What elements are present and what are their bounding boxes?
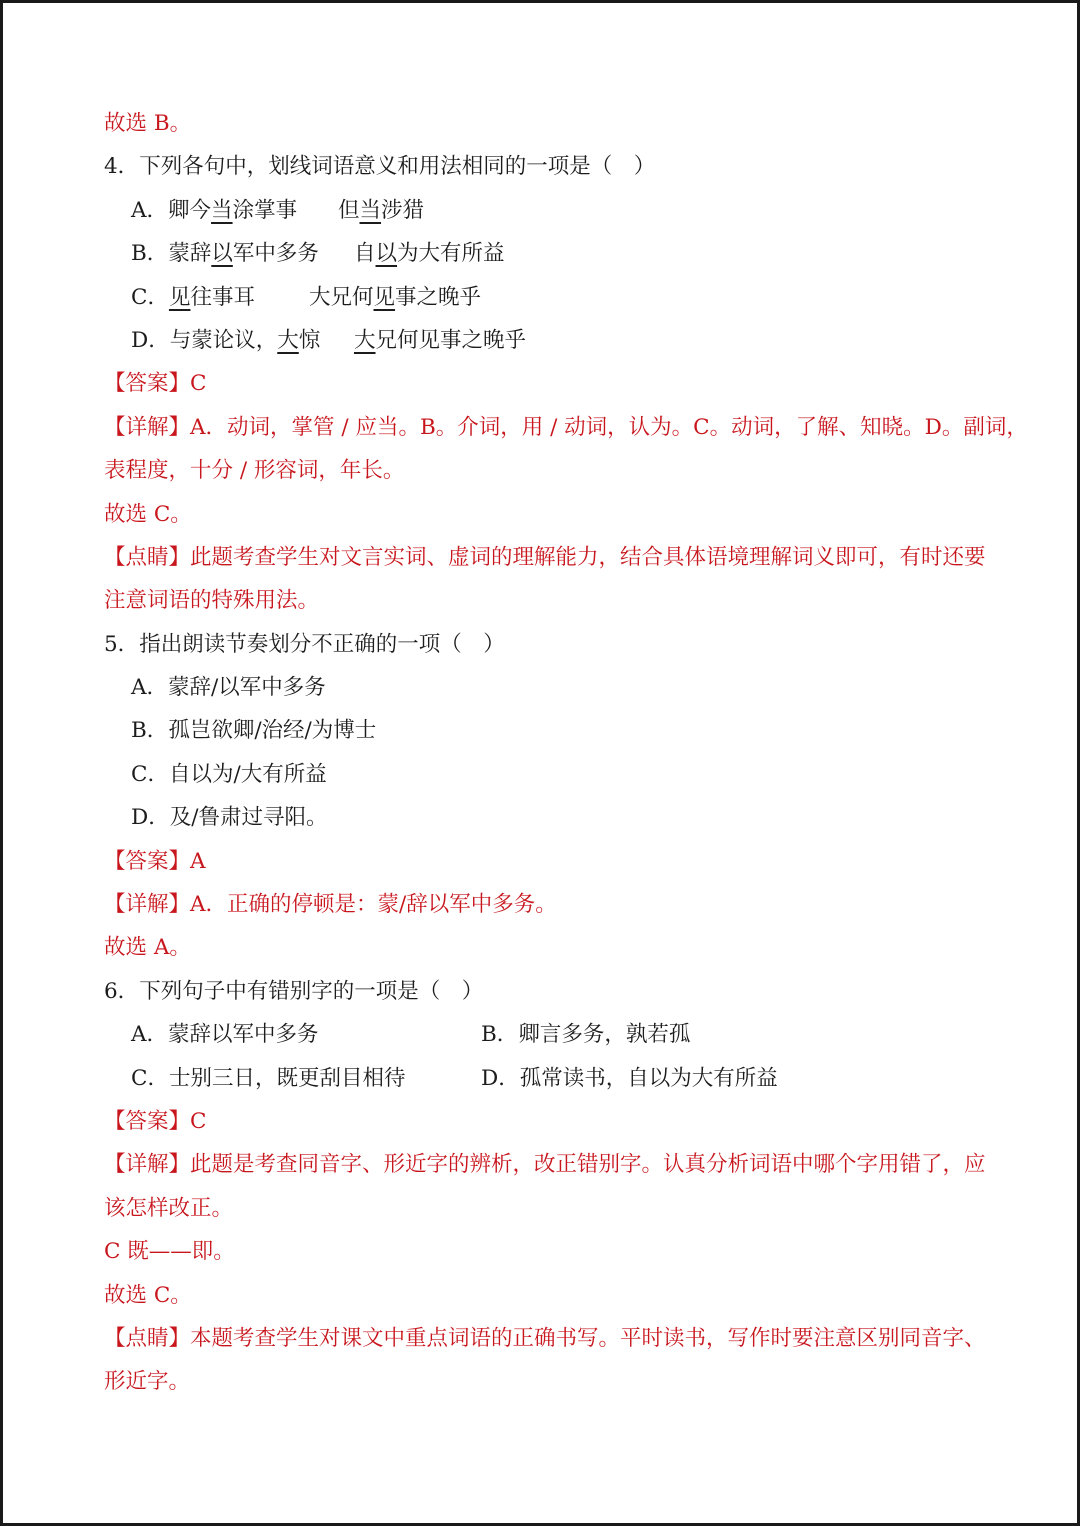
q6-option-c (131, 1066, 405, 1091)
q4-stem (104, 145, 1077, 188)
q6-comment-line-1 (104, 1317, 1077, 1360)
comment-text: 此题考查学生对文言实词、虚词的理解能力，结合具体语境理解词义即可，有时还要 (190, 544, 986, 570)
phrase-pre: 大兄何 (309, 284, 374, 310)
phrase-pre: 自 (354, 241, 376, 267)
q4-option-a (104, 189, 1077, 232)
option-label: C． (131, 284, 169, 310)
q6-detail-line-2: 该怎样改正。 (104, 1195, 234, 1221)
q4-detail-line-2: 表程度，十分 / 形容词，年长。 (104, 458, 405, 484)
phrase-post: 涉猎 (381, 197, 425, 223)
option-text: 自以为/大有所益 (168, 761, 327, 787)
detail-text: 此题是考查同音字、形近字的辨析，改正错别字。认真分析词语中哪个字用错了，应 (190, 1152, 986, 1178)
q4-conclusion: 故选 C。 (104, 501, 192, 527)
underlined-word: 大 (277, 327, 299, 353)
q6-correction: C 既——即。 (104, 1239, 235, 1265)
phrase-pre: 但 (338, 197, 360, 223)
q6-comment-line-2: 形近字。 (104, 1369, 191, 1395)
phrase-post: 往事耳 (190, 284, 255, 310)
option-label: B． (481, 1022, 519, 1048)
q5-stem (104, 623, 1077, 666)
answer-label: 【答案】 (104, 848, 191, 874)
q4-option-c (104, 276, 1077, 319)
q5-number: 5． (104, 631, 140, 657)
q4-comment-line-2: 注意词语的特殊用法。 (104, 588, 320, 614)
underlined-word: 以 (375, 241, 398, 267)
phrase-post: 兄何见事之晚乎 (375, 327, 527, 353)
option-label: A． (131, 1022, 169, 1048)
q4-option-b-second-phrase (354, 232, 505, 275)
detail-text: A．正确的停顿是：蒙/辞以军中多务。 (190, 892, 557, 918)
underlined-word: 当 (359, 197, 382, 223)
detail-text: A．动词，掌管 / 应当。B。介词，用 / 动词，认为。C。动词，了解、知晓。D。副词， (190, 414, 1028, 440)
q6-detail-line-1 (104, 1143, 1077, 1186)
q6-options-row-2 (104, 1057, 1077, 1100)
option-text: 蒙辞以军中多务 (168, 1022, 319, 1048)
q6-number: 6． (104, 978, 140, 1004)
detail-label: 【详解】 (104, 1152, 191, 1178)
option-label: B． (131, 718, 169, 744)
q6-question-text: 下列句子中有错别字的一项是（ ） (139, 978, 484, 1004)
option-label: D． (481, 1065, 520, 1091)
option-label: D． (131, 327, 170, 353)
q4-option-b (104, 232, 1077, 275)
q4-option-d (104, 319, 1077, 362)
detail-label: 【详解】 (104, 414, 191, 440)
q6-conclusion: 故选 C。 (104, 1282, 192, 1308)
q6-option-a (131, 1022, 319, 1047)
q5-conclusion: 故选 A。 (104, 935, 191, 961)
q4-option-a-second-phrase (338, 189, 424, 232)
option-text: 蒙辞/以军中多务 (168, 675, 326, 701)
comment-label: 【点睛】 (104, 544, 191, 570)
q5-question-text: 指出朗读节奏划分不正确的一项（ ） (139, 631, 505, 657)
phrase-pre: 与蒙论议， (169, 327, 278, 353)
phrase-post: 为大有所益 (397, 241, 505, 267)
q6-options-row-1 (104, 1013, 1077, 1056)
answer-value: A (190, 848, 206, 874)
phrase-post: 涂掌事 (232, 197, 298, 223)
phrase-post: 惊 (298, 327, 321, 353)
q4-question-text: 下列各句中，划线词语意义和用法相同的一项是（ ） (139, 154, 656, 180)
phrase-post: 事之晚乎 (395, 284, 482, 310)
comment-text: 本题考查学生对课文中重点词语的正确书写。平时读书，写作时要注意区别同音字、 (190, 1325, 986, 1351)
q5-option-a (104, 666, 1077, 709)
underlined-word: 大 (354, 327, 376, 353)
q5-option-c (104, 753, 1077, 796)
q4-option-d-second-phrase (354, 319, 526, 362)
option-text: 孤岂欲卿/治经/为博士 (168, 718, 377, 744)
q3-conclusion: 故选 B。 (104, 111, 192, 136)
option-text: 士别三日，既更刮目相待 (168, 1065, 406, 1091)
q5-option-d (104, 796, 1077, 839)
option-text: 及/鲁肃过寻阳。 (169, 805, 328, 831)
option-label: A． (131, 675, 169, 701)
phrase-post: 军中多务 (232, 241, 319, 267)
q4-comment-line-1 (104, 536, 1077, 579)
option-text: 卿言多务，孰若孤 (518, 1022, 691, 1048)
answer-value: C (190, 371, 207, 397)
option-text: 孤常读书，自以为大有所益 (519, 1065, 778, 1091)
q5-detail-line-1 (104, 883, 1077, 926)
detail-label: 【详解】 (104, 892, 191, 918)
q6-answer (104, 1100, 1077, 1143)
answer-value: C (190, 1108, 207, 1134)
q5-answer (104, 840, 1077, 883)
q4-number: 4． (104, 154, 140, 180)
q6-stem (104, 970, 1077, 1013)
underlined-word: 以 (211, 241, 233, 267)
answer-label: 【答案】 (104, 1108, 191, 1134)
q4-option-c-second-phrase (309, 276, 481, 319)
phrase-pre: 卿今 (168, 197, 212, 223)
q6-option-d (481, 1057, 778, 1100)
option-label: D． (131, 805, 170, 831)
underlined-word: 见 (373, 284, 396, 310)
comment-label: 【点睛】 (104, 1325, 191, 1351)
answer-label: 【答案】 (104, 371, 191, 397)
underlined-word: 当 (211, 197, 233, 223)
q4-answer (104, 362, 1077, 405)
option-label: B． (131, 241, 169, 267)
underlined-word: 见 (168, 284, 191, 310)
q6-option-b (481, 1013, 690, 1056)
option-label: A． (131, 197, 169, 223)
q5-option-b (104, 709, 1077, 752)
phrase-pre: 蒙辞 (168, 241, 212, 267)
q4-detail-line-1 (104, 406, 1077, 449)
option-label: C． (131, 761, 169, 787)
option-label: C． (131, 1065, 169, 1091)
